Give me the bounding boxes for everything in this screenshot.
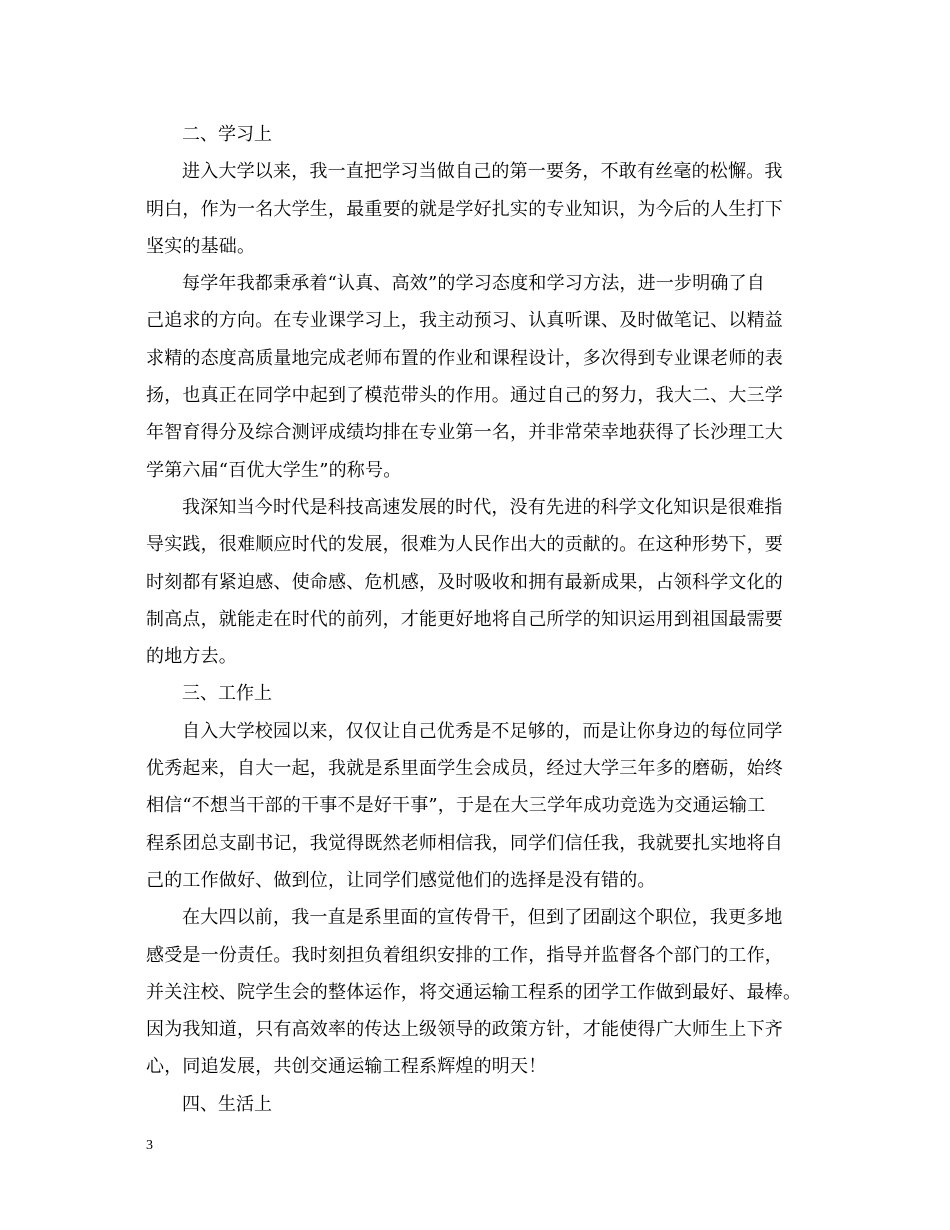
text-line: 己的工作做好、做到位，让同学们感觉他们的选择是没有错的。: [146, 869, 656, 891]
text-line: 求精的态度高质量地完成老师布置的作业和课程设计，多次得到专业课老师的表: [146, 347, 783, 369]
section-heading: [146, 116, 810, 153]
text-line: 的地方去。: [146, 646, 237, 668]
text-line: 导实践，很难顺应时代的发展，很难为人民作出大的贡献的。在这种形势下，要: [146, 534, 783, 556]
text-line: 并关注校、院学生会的整体运作，将交通运输工程系的团学工作做到最好、最棒。: [146, 981, 802, 1003]
text-line: 己追求的方向。在专业课学习上，我主动预习、认真听课、及时做笔记、以精益: [146, 310, 783, 332]
text-line: 进入大学以来，我一直把学习当做自己的第一要务，不敢有丝毫的松懈。我: [182, 161, 783, 183]
text-line: 我深知当今时代是科技高速发展的时代，没有先进的科学文化知识是很难指: [182, 496, 783, 518]
text-line: 二、学习上: [182, 124, 272, 145]
text-line: 年智育得分及综合测评成绩均排在专业第一名，并非常荣幸地获得了长沙理工大: [146, 422, 783, 444]
document-body: [146, 116, 810, 1123]
body-paragraph: [146, 153, 810, 265]
page-number: 3: [146, 1138, 153, 1153]
body-paragraph: [146, 489, 810, 675]
text-line: 优秀起来，自大一起，我就是系里面学生会成员，经过大学三年多的磨砺，始终: [146, 758, 783, 780]
body-paragraph: [146, 265, 810, 489]
text-line: 相信“不想当干部的干事不是好干事”，于是在大三学年成功竞选为交通运输工: [146, 795, 766, 817]
text-line: 四、生活上: [182, 1093, 272, 1115]
text-line: 自入大学校园以来，仅仅让自己优秀是不足够的，而是让你身边的每位同学: [182, 720, 783, 742]
text-line: 坚实的基础。: [146, 235, 256, 257]
text-line: 明白，作为一名大学生，最重要的就是学好扎实的专业知识，为今后的人生打下: [146, 198, 783, 220]
text-line: 每学年我都秉承着“认真、高效”的学习态度和学习方法，进一步明确了自: [182, 273, 766, 295]
text-line: 制高点，就能走在时代的前列，才能更好地将自己所学的知识运用到祖国最需要: [146, 608, 783, 630]
text-line: 学第六届“百优大学生”的称号。: [146, 459, 402, 481]
text-line: 在大四以前，我一直是系里面的宣传骨干，但到了团副这个职位，我更多地: [182, 907, 783, 929]
text-line: 扬，也真正在同学中起到了模范带头的作用。通过自己的努力，我大二、大三学: [146, 385, 783, 407]
text-line: 感受是一份责任。我时刻担负着组织安排的工作，指导并监督各个部门的工作，: [146, 944, 783, 966]
text-line: 因为我知道，只有高效率的传达上级领导的政策方针，才能使得广大师生上下齐: [146, 1019, 783, 1041]
text-line: 时刻都有紧迫感、使命感、危机感，及时吸收和拥有最新成果，占领科学文化的: [146, 571, 783, 593]
body-paragraph: [146, 713, 810, 899]
section-heading: [146, 1086, 810, 1123]
body-paragraph: [146, 899, 810, 1085]
section-heading: [146, 675, 810, 712]
text-line: 程系团总支副书记，我觉得既然老师相信我，同学们信任我，我就要扎实地将自: [146, 832, 783, 854]
text-line: 心，同追发展，共创交通运输工程系辉煌的明天！: [146, 1056, 547, 1078]
text-line: 三、工作上: [182, 683, 272, 705]
